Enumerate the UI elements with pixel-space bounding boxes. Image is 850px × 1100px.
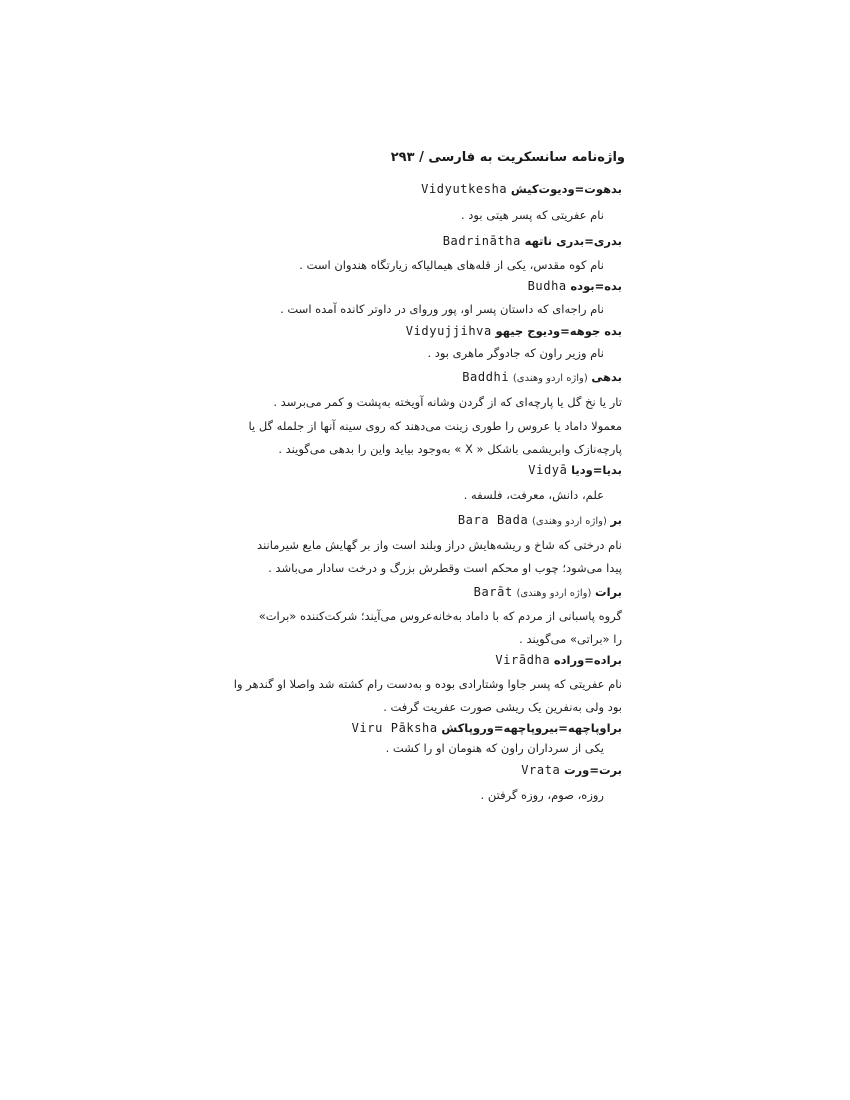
- entry-heading: [495, 652, 622, 668]
- entry-heading: [462, 369, 622, 387]
- entry-heading: [421, 181, 622, 197]
- latin-transliteration: Badrinātha: [442, 234, 521, 248]
- definition-line: نام کوه مقدس، یکی از قله‌های هیمالیاکه زیارتگاه هندوان است .: [299, 258, 604, 272]
- entry-heading: [352, 720, 622, 736]
- latin-transliteration: Virādha: [495, 653, 551, 667]
- headword: براده=وراده: [553, 653, 622, 667]
- definition-line: روزه، صوم، روزه گرفتن .: [480, 788, 604, 802]
- language-note: (واژه اردو وهندی): [531, 516, 607, 527]
- definition-line: پیدا می‌شود؛ چوب او محکم است وقطرش بزرگ و درخت سادار می‌باشد .: [268, 561, 622, 575]
- definition-line: معمولا داماد یا عروس را طوری زینت می‌دهند که روی سینه آنها از جلمله گل یا: [248, 419, 622, 433]
- latin-transliteration: Barāt: [473, 585, 513, 599]
- entry-heading: [406, 323, 622, 339]
- latin-transliteration: Vrata: [521, 763, 561, 777]
- headword: براوپاچهه=بیروپاچهه=وروپاکش: [441, 721, 622, 735]
- headword: بدری=بدری ناتهه: [524, 234, 622, 248]
- entry-heading: [521, 762, 622, 778]
- definition-line: بود ولی به‌نفرین یک ریشی صورت عفریت گرفت .: [383, 700, 622, 714]
- definition-line: نام عفریتی که پسر هیتی بود .: [461, 208, 604, 222]
- headword: بدهوت=ودیوت‌کیش: [510, 182, 622, 196]
- definition-line: یکی از سرداران راون که هنومان او را کشت .: [385, 741, 604, 755]
- entry-heading: [528, 462, 622, 478]
- definition-line: نام عفریتی که پسر جاوا وشتارادی بوده و به‌دست رام کشته شد واصلا او گندهر وا: [233, 677, 622, 691]
- latin-transliteration: Baddhi: [462, 370, 510, 384]
- entry-heading: [528, 278, 622, 294]
- definition-line: نام راجه‌ای که داستان پسر او، پور وروای در داوتر کانده آمده است .: [280, 302, 604, 316]
- headword: برت=ورت: [564, 763, 622, 777]
- definition-line: علم، دانش، معرفت، فلسفه .: [463, 488, 604, 502]
- entry-heading: [474, 584, 622, 602]
- definition-line: نام وزیر راون که جادوگر ماهری بود .: [427, 346, 604, 360]
- language-note: (واژه اردو وهندی): [516, 588, 592, 599]
- entry-heading: [458, 512, 622, 530]
- definition-line: تار یا نخ گل یا پارچه‌ای که از گردن وشانه آویخته به‌پشت و کمر می‌برسد .: [273, 395, 622, 409]
- latin-transliteration: Bara Bada: [457, 513, 529, 527]
- definition-line: پارچه‌نازک وابریشمی باشکل « X » به‌وجود بیاید واین را بدهی می‌گویند .: [278, 442, 622, 456]
- headword: بر: [610, 513, 622, 527]
- headword: بده=بوده: [570, 279, 622, 293]
- book-title: واژه‌نامه سانسکریت به فارسی: [428, 150, 625, 165]
- definition-line: را «براتی» می‌گویند .: [519, 632, 622, 646]
- headword: برات: [595, 585, 622, 599]
- language-note: (واژه اردو وهندی): [512, 373, 588, 384]
- headword: بده جوهه=ودیوج جیهو: [495, 324, 622, 338]
- running-head: [230, 150, 625, 165]
- entry-heading: [443, 233, 622, 249]
- latin-transliteration: Budha: [527, 279, 567, 293]
- page-number: ۲۹۳: [390, 150, 415, 165]
- definition-line: گروه پاسبانی از مردم که با داماد به‌خانه‌عروس می‌آیند؛ شرکت‌کننده «برات»: [258, 609, 622, 623]
- definition-line: نام درختی که شاخ و ریشه‌هایش دراز وبلند است واز بر گهایش مایع شیرمانند: [257, 538, 622, 552]
- headword: بدهی: [591, 370, 622, 384]
- latin-transliteration: Vidyujjihva: [405, 324, 492, 338]
- headword: بدیا=ودیا: [571, 463, 622, 477]
- latin-transliteration: Vidyutkesha: [421, 182, 508, 196]
- latin-transliteration: Vidyā: [528, 463, 568, 477]
- header-separator: /: [419, 150, 424, 165]
- latin-transliteration: Viru Pāksha: [351, 721, 438, 735]
